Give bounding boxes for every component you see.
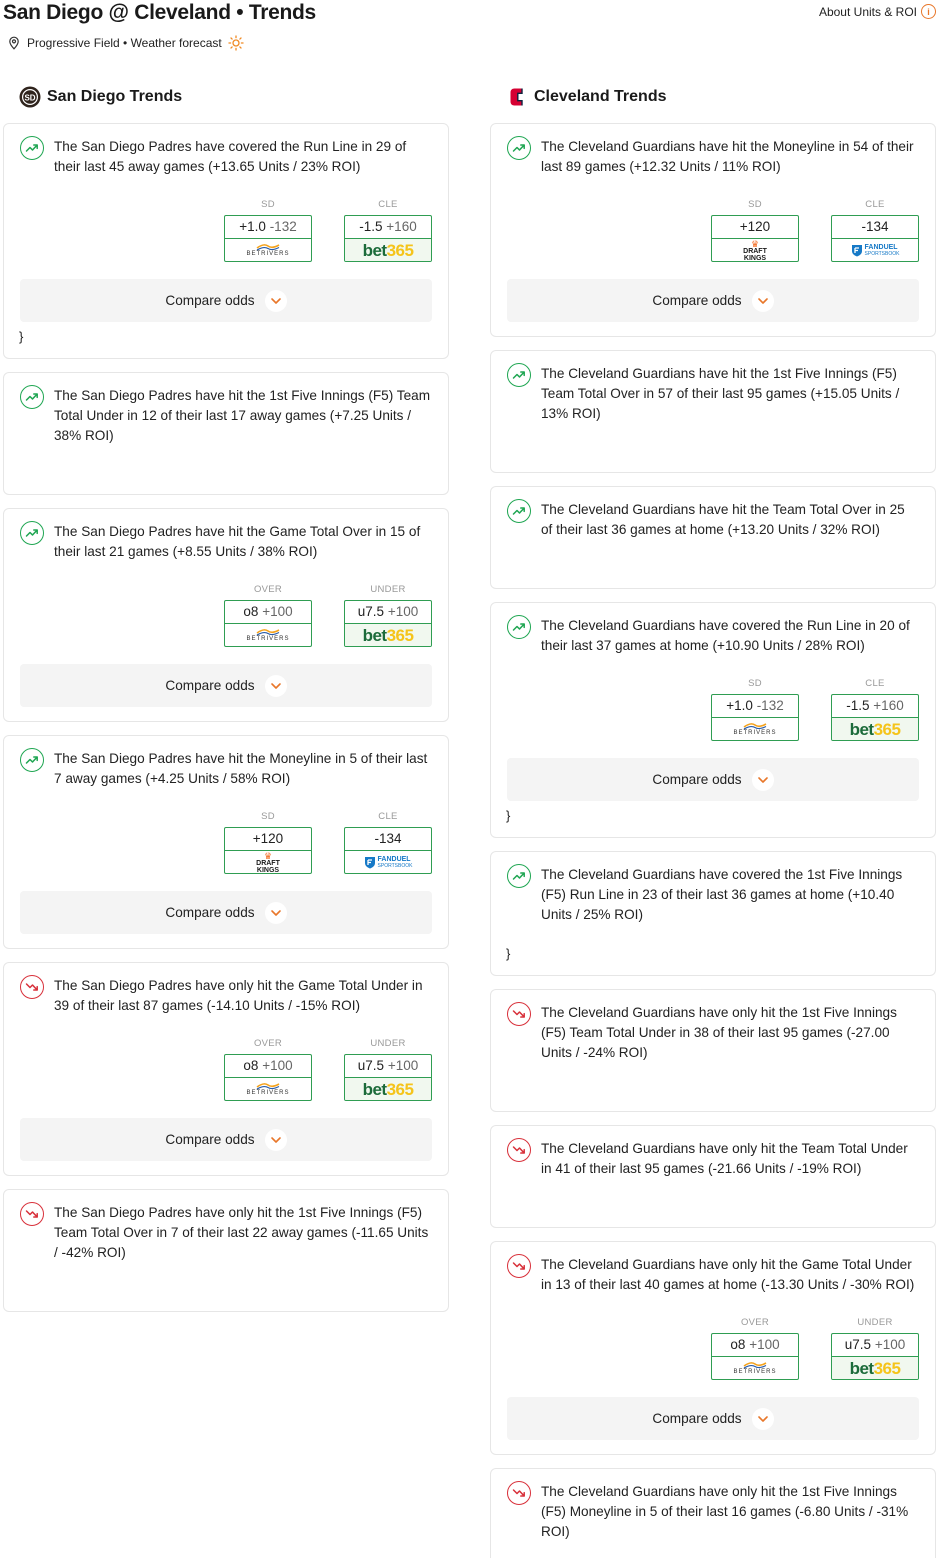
odds-value xyxy=(225,601,311,624)
betrivers-logo-icon: BETRIVERS xyxy=(712,718,798,741)
odds-option xyxy=(224,811,312,874)
chevron-down-icon xyxy=(752,290,774,312)
odds-option xyxy=(831,678,919,741)
trend-text: The San Diego Padres have only hit the Game Total Under in 39 of their last 87 games (-14.10 Units / -15% ROI) xyxy=(54,978,423,1013)
san-diego-trend-list xyxy=(3,123,449,1312)
odds-line: +1.0 xyxy=(239,219,266,234)
guardians-logo-icon xyxy=(506,86,528,108)
odds-label: UNDER xyxy=(857,1317,893,1328)
page-header xyxy=(3,0,938,58)
trend-text: The Cleveland Guardians have hit the Moneyline in 54 of their last 89 games (+12.32 Units / 11% ROI) xyxy=(541,139,914,174)
trend-card xyxy=(490,123,936,337)
svg-text:SD: SD xyxy=(24,93,36,103)
odds-button[interactable] xyxy=(711,215,799,262)
odds-option xyxy=(711,678,799,741)
odds-price: +160 xyxy=(386,219,417,234)
odds-price: -134 xyxy=(861,219,889,234)
betrivers-logo-icon: BETRIVERS xyxy=(225,239,311,262)
padres-logo-icon xyxy=(19,86,41,108)
trend-down-icon xyxy=(20,1202,44,1226)
trend-text: The Cleveland Guardians have only hit the 1st Five Innings (F5) Moneyline in 5 of their last 16 games (-6.80 Units / -31% ROI) xyxy=(541,1484,909,1539)
trend-text: The Cleveland Guardians have covered the 1st Five Innings (F5) Run Line in 23 of their last 36 games at home (+10.40 Units / 25% ROI) xyxy=(541,867,903,922)
odds-line: o8 xyxy=(730,1337,746,1352)
odds-option xyxy=(711,199,799,262)
trend-down-icon xyxy=(507,1254,531,1278)
odds-button[interactable] xyxy=(224,600,312,647)
odds-label: OVER xyxy=(740,1317,770,1328)
odds-line: -1.5 xyxy=(359,219,383,234)
odds-label: SD xyxy=(261,811,275,822)
odds-line: o8 xyxy=(243,604,259,619)
draftkings-logo-icon: ♛ DRAFT KINGS xyxy=(256,850,280,874)
odds-value xyxy=(832,216,918,239)
trend-card xyxy=(490,602,936,838)
odds-price: +100 xyxy=(749,1337,780,1352)
venue-text[interactable]: Progressive Field • Weather forecast xyxy=(27,36,222,50)
odds-option xyxy=(344,811,432,874)
compare-odds-button[interactable] xyxy=(20,664,432,707)
trend-up-icon xyxy=(507,864,531,888)
odds-value xyxy=(345,601,431,624)
compare-odds-button[interactable] xyxy=(507,758,919,801)
trend-card xyxy=(3,508,449,722)
san-diego-trends-column xyxy=(3,84,449,1325)
odds-label: SD xyxy=(261,199,275,210)
odds-group xyxy=(20,584,432,647)
odds-label: CLE xyxy=(378,811,398,822)
odds-button[interactable] xyxy=(344,827,432,874)
trend-text: The Cleveland Guardians have covered the Run Line in 20 of their last 37 games at home (+10.90 Units / 28% ROI) xyxy=(541,618,910,653)
odds-line: +1.0 xyxy=(726,698,753,713)
trend-card xyxy=(490,1125,936,1228)
compare-odds-label: Compare odds xyxy=(165,1132,255,1147)
trend-text: The Cleveland Guardians have hit the 1st Five Innings (F5) Team Total Over in 57 of their last 95 games (+15.05 Units / 13% ROI) xyxy=(541,366,900,421)
trend-up-icon xyxy=(20,748,44,772)
betrivers-logo-icon: BETRIVERS xyxy=(712,1357,798,1380)
odds-option xyxy=(711,1317,799,1380)
odds-value xyxy=(832,695,918,718)
odds-value xyxy=(832,1334,918,1357)
odds-group xyxy=(507,199,919,262)
info-icon: i xyxy=(921,4,936,19)
odds-button[interactable] xyxy=(224,827,312,874)
compare-odds-button[interactable] xyxy=(20,279,432,322)
odds-option xyxy=(831,199,919,262)
compare-odds-button[interactable] xyxy=(507,1397,919,1440)
odds-group xyxy=(507,678,919,741)
odds-group xyxy=(507,1317,919,1380)
odds-price: -132 xyxy=(269,219,297,234)
odds-value xyxy=(712,1334,798,1357)
odds-line: u7.5 xyxy=(357,604,385,619)
compare-odds-label: Compare odds xyxy=(165,293,255,308)
odds-price: -132 xyxy=(756,698,784,713)
compare-odds-label: Compare odds xyxy=(165,678,255,693)
stray-brace-text: } xyxy=(506,946,511,961)
odds-label: CLE xyxy=(865,199,885,210)
cleveland-trend-list xyxy=(490,123,936,1558)
about-units-roi-link[interactable] xyxy=(819,4,936,19)
trend-up-icon xyxy=(20,136,44,160)
odds-button[interactable] xyxy=(831,1333,919,1380)
odds-price: +100 xyxy=(262,1058,293,1073)
odds-label: OVER xyxy=(253,584,283,595)
odds-option xyxy=(344,199,432,262)
odds-button[interactable] xyxy=(344,215,432,262)
odds-line: u7.5 xyxy=(844,1337,872,1352)
compare-odds-label: Compare odds xyxy=(652,772,742,787)
odds-option xyxy=(831,1317,919,1380)
trend-card xyxy=(490,851,936,976)
odds-label: CLE xyxy=(378,199,398,210)
odds-price: +100 xyxy=(387,604,419,619)
trend-card xyxy=(490,350,936,473)
odds-value xyxy=(345,828,431,851)
trend-text: The Cleveland Guardians have only hit the Game Total Under in 13 of their last 40 games at home (-13.30 Units / -30% ROI) xyxy=(541,1257,915,1292)
trend-text: The Cleveland Guardians have only hit the 1st Five Innings (F5) Team Total Under in 38 of their last 95 games (-27.00 Units / -24% ROI) xyxy=(541,1005,897,1060)
odds-value xyxy=(345,216,431,239)
trend-card xyxy=(490,1241,936,1455)
odds-group xyxy=(20,811,432,874)
trend-card xyxy=(3,962,449,1176)
bet365-logo-icon: bet365 xyxy=(345,624,431,647)
odds-label: UNDER xyxy=(370,1038,406,1049)
odds-option xyxy=(344,1038,432,1101)
trend-up-icon xyxy=(507,499,531,523)
cleveland-heading xyxy=(490,84,936,110)
odds-line: -1.5 xyxy=(846,698,870,713)
draftkings-logo-icon: ♛ DRAFT KINGS xyxy=(743,238,767,262)
odds-label: OVER xyxy=(253,1038,283,1049)
odds-option xyxy=(224,584,312,647)
odds-price: +120 xyxy=(739,219,771,234)
odds-value xyxy=(225,828,311,851)
trend-card xyxy=(3,735,449,949)
odds-button[interactable] xyxy=(831,215,919,262)
odds-button[interactable] xyxy=(344,600,432,647)
sun-icon xyxy=(228,35,244,51)
odds-group xyxy=(20,199,432,262)
trend-down-icon xyxy=(20,975,44,999)
chevron-down-icon xyxy=(752,1408,774,1430)
chevron-down-icon xyxy=(265,1129,287,1151)
compare-odds-button[interactable] xyxy=(20,891,432,934)
compare-odds-label: Compare odds xyxy=(165,905,255,920)
trend-text: The Cleveland Guardians have hit the Team Total Over in 25 of their last 36 games at home (+13.20 Units / 32% ROI) xyxy=(541,502,905,537)
stray-brace-text: } xyxy=(506,808,511,823)
bet365-logo-icon: bet365 xyxy=(345,1078,431,1101)
compare-odds-button[interactable] xyxy=(507,279,919,322)
betrivers-logo-icon: BETRIVERS xyxy=(225,624,311,647)
chevron-down-icon xyxy=(265,290,287,312)
odds-value xyxy=(712,695,798,718)
location-pin-icon xyxy=(7,36,21,50)
fanduel-logo-icon: FANDUEL SPORTSBOOK xyxy=(832,239,918,262)
odds-button[interactable] xyxy=(711,1333,799,1380)
odds-button[interactable] xyxy=(831,694,919,741)
trend-up-icon xyxy=(20,385,44,409)
odds-button[interactable] xyxy=(224,215,312,262)
compare-odds-button[interactable] xyxy=(20,1118,432,1161)
betrivers-logo-icon: BETRIVERS xyxy=(225,1078,311,1101)
odds-group xyxy=(20,1038,432,1101)
odds-price: +100 xyxy=(262,604,293,619)
trend-text: The San Diego Padres have only hit the 1st Five Innings (F5) Team Total Over in 7 of their last 22 away games (-11.65 Units / -42% ROI) xyxy=(54,1205,429,1260)
trend-down-icon xyxy=(507,1138,531,1162)
odds-price: +160 xyxy=(873,698,904,713)
trend-card xyxy=(3,372,449,495)
chevron-down-icon xyxy=(265,675,287,697)
odds-value xyxy=(345,1055,431,1078)
venue-line xyxy=(7,35,244,51)
trend-up-icon xyxy=(507,363,531,387)
trend-up-icon xyxy=(20,521,44,545)
odds-value xyxy=(712,216,798,239)
fanduel-logo-icon: FANDUEL SPORTSBOOK xyxy=(345,851,431,874)
page-title: San Diego @ Cleveland • Trends xyxy=(3,1,316,24)
about-label: About Units & ROI xyxy=(818,4,917,19)
compare-odds-label: Compare odds xyxy=(652,1411,742,1426)
odds-label: SD xyxy=(748,199,762,210)
trend-up-icon xyxy=(507,136,531,160)
odds-line: u7.5 xyxy=(357,1058,385,1073)
trend-card xyxy=(490,486,936,589)
stray-brace-text: } xyxy=(19,329,24,344)
compare-odds-label: Compare odds xyxy=(652,293,742,308)
chevron-down-icon xyxy=(265,902,287,924)
bet365-logo-icon: bet365 xyxy=(832,718,918,741)
cleveland-trends-column xyxy=(490,84,936,1558)
odds-label: SD xyxy=(748,678,762,689)
trend-card xyxy=(490,1468,936,1558)
bet365-logo-icon: bet365 xyxy=(345,239,431,262)
bet365-logo-icon: bet365 xyxy=(832,1357,918,1380)
trend-text: The San Diego Padres have covered the Run Line in 29 of their last 45 away games (+13.65 Units / 23% ROI) xyxy=(54,139,407,174)
trend-card xyxy=(3,123,449,359)
odds-value xyxy=(225,1055,311,1078)
odds-price: +100 xyxy=(874,1337,906,1352)
san-diego-heading-text: San Diego Trends xyxy=(47,88,183,105)
odds-label: CLE xyxy=(865,678,885,689)
odds-option xyxy=(224,1038,312,1101)
odds-price: +100 xyxy=(387,1058,419,1073)
trend-text: The Cleveland Guardians have only hit the Team Total Under in 41 of their last 95 games (-21.66 Units / -19% ROI) xyxy=(541,1141,908,1176)
odds-button[interactable] xyxy=(711,694,799,741)
trend-text: The San Diego Padres have hit the 1st Five Innings (F5) Team Total Under in 12 of their last 17 away games (+7.25 Units / 38% ROI) xyxy=(54,388,431,443)
odds-label: UNDER xyxy=(370,584,406,595)
trend-card xyxy=(3,1189,449,1312)
san-diego-heading xyxy=(3,84,449,110)
trend-text: The San Diego Padres have hit the Moneyline in 5 of their last 7 away games (+4.25 Units / 58% ROI) xyxy=(54,751,428,786)
odds-line: o8 xyxy=(243,1058,259,1073)
trend-down-icon xyxy=(507,1002,531,1026)
trend-down-icon xyxy=(507,1481,531,1505)
odds-option xyxy=(224,199,312,262)
trend-text: The San Diego Padres have hit the Game Total Over in 15 of their last 21 games (+8.55 Units / 38% ROI) xyxy=(54,524,421,559)
trend-card xyxy=(490,989,936,1112)
odds-price: -134 xyxy=(374,831,402,846)
odds-button[interactable] xyxy=(224,1054,312,1101)
odds-price: +120 xyxy=(252,831,284,846)
cleveland-heading-text: Cleveland Trends xyxy=(534,88,667,105)
trend-up-icon xyxy=(507,615,531,639)
chevron-down-icon xyxy=(752,769,774,791)
odds-option xyxy=(344,584,432,647)
odds-value xyxy=(225,216,311,239)
odds-button[interactable] xyxy=(344,1054,432,1101)
